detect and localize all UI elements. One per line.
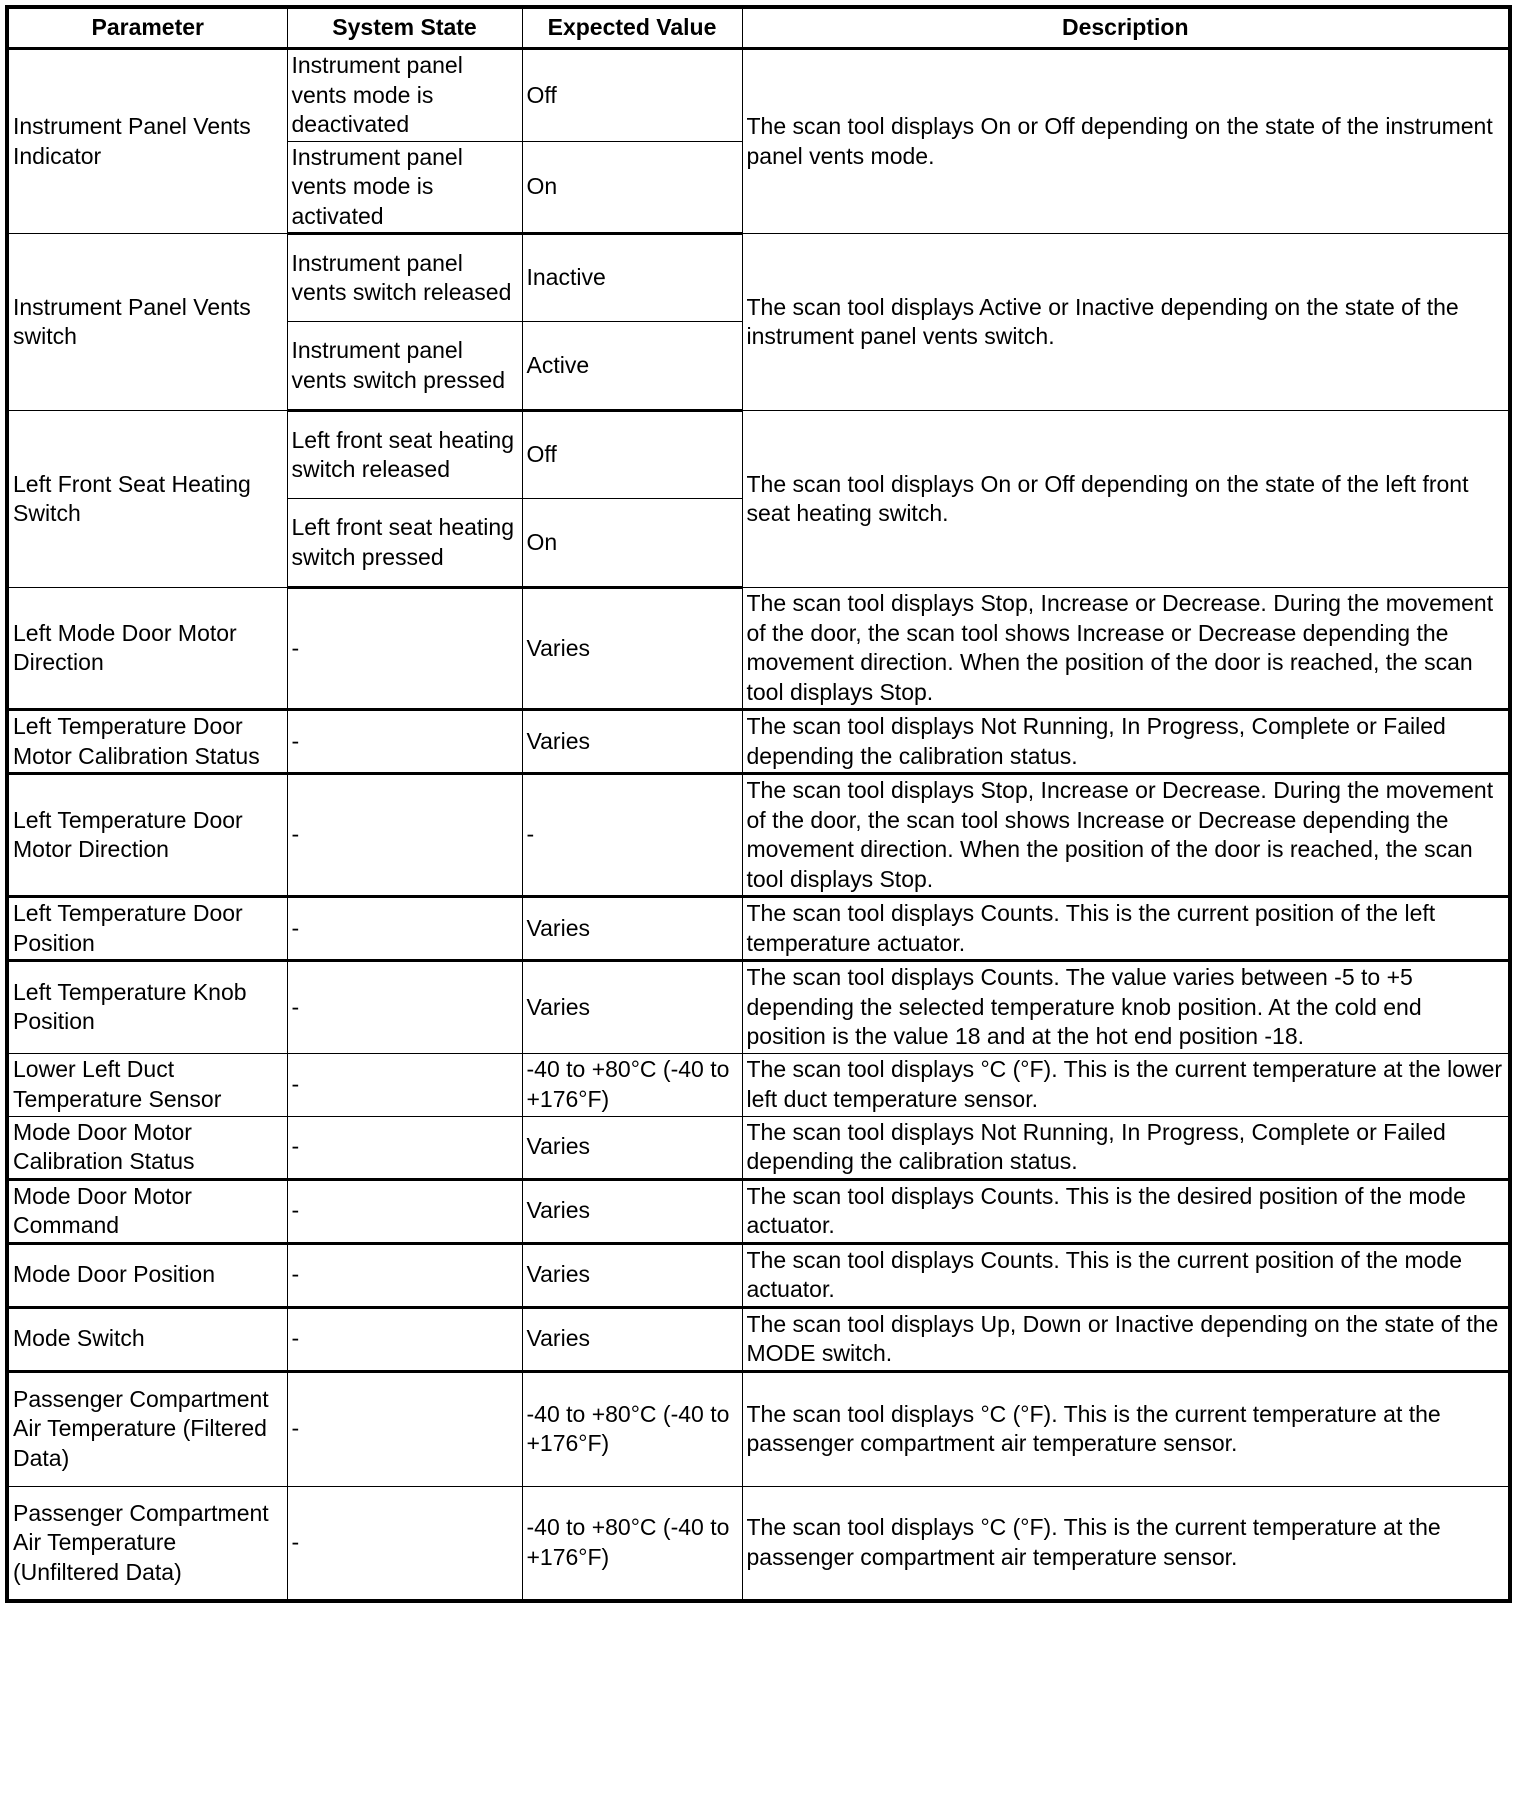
system-state-cell: - bbox=[287, 588, 522, 710]
expected-value-cell: Off bbox=[522, 49, 742, 142]
expected-value-cell: Varies bbox=[522, 961, 742, 1054]
parameter-cell: Passenger Compartment Air Temperature (Unfiltered Data) bbox=[7, 1486, 287, 1601]
parameter-cell: Left Temperature Door Motor Calibration Status bbox=[7, 710, 287, 774]
description-cell: The scan tool displays Active or Inactive depending on the state of the instrument panel vents switch. bbox=[742, 234, 1510, 411]
system-state-cell: - bbox=[287, 897, 522, 961]
expected-value-cell: Varies bbox=[522, 1307, 742, 1371]
system-state-cell: Instrument panel vents mode is activated bbox=[287, 141, 522, 234]
parameter-cell: Mode Door Motor Calibration Status bbox=[7, 1116, 287, 1179]
description-cell: The scan tool displays Stop, Increase or Decrease. During the movement of the door, the scan tool shows Increase or Decrease depending the movement direction. When the position of the door is reached, the scan tool displays Stop. bbox=[742, 588, 1510, 710]
parameter-cell: Mode Door Position bbox=[7, 1243, 287, 1307]
table-row bbox=[7, 588, 1510, 710]
expected-value-cell: Off bbox=[522, 411, 742, 499]
expected-value-cell: - bbox=[522, 774, 742, 897]
expected-value-cell: On bbox=[522, 141, 742, 234]
description-cell: The scan tool displays On or Off depending on the state of the instrument panel vents mode. bbox=[742, 49, 1510, 234]
expected-value-cell: On bbox=[522, 499, 742, 588]
description-cell: The scan tool displays Not Running, In Progress, Complete or Failed depending the calibration status. bbox=[742, 1116, 1510, 1179]
system-state-cell: Left front seat heating switch released bbox=[287, 411, 522, 499]
system-state-cell: Instrument panel vents switch released bbox=[287, 234, 522, 322]
table-row bbox=[7, 49, 1510, 142]
expected-value-cell: Active bbox=[522, 322, 742, 411]
system-state-cell: - bbox=[287, 1243, 522, 1307]
table-row bbox=[7, 710, 1510, 774]
description-cell: The scan tool displays Not Running, In Progress, Complete or Failed depending the calibration status. bbox=[742, 710, 1510, 774]
table-row bbox=[7, 1179, 1510, 1243]
table-row bbox=[7, 774, 1510, 897]
expected-value-cell: Varies bbox=[522, 897, 742, 961]
parameter-cell: Left Temperature Door Motor Direction bbox=[7, 774, 287, 897]
parameter-cell: Mode Door Motor Command bbox=[7, 1179, 287, 1243]
expected-value-cell: -40 to +80°C (-40 to +176°F) bbox=[522, 1486, 742, 1601]
description-cell: The scan tool displays °C (°F). This is the current temperature at the passenger compartment air temperature sensor. bbox=[742, 1486, 1510, 1601]
expected-value-cell: Varies bbox=[522, 710, 742, 774]
description-cell: The scan tool displays Counts. This is the current position of the mode actuator. bbox=[742, 1243, 1510, 1307]
header-system-state: System State bbox=[287, 7, 522, 49]
table-row bbox=[7, 961, 1510, 1054]
description-cell: The scan tool displays Stop, Increase or Decrease. During the movement of the door, the scan tool shows Increase or Decrease depending the movement direction. When the position of the door is reached, the scan tool displays Stop. bbox=[742, 774, 1510, 897]
expected-value-cell: Inactive bbox=[522, 234, 742, 322]
expected-value-cell: -40 to +80°C (-40 to +176°F) bbox=[522, 1371, 742, 1486]
table-row bbox=[7, 1307, 1510, 1371]
table-row bbox=[7, 234, 1510, 322]
expected-value-cell: Varies bbox=[522, 1179, 742, 1243]
description-cell: The scan tool displays Counts. This is the current position of the left temperature actuator. bbox=[742, 897, 1510, 961]
scan-tool-data-table bbox=[5, 5, 1512, 1603]
system-state-cell: - bbox=[287, 1307, 522, 1371]
description-cell: The scan tool displays On or Off depending on the state of the left front seat heating switch. bbox=[742, 411, 1510, 588]
table-row bbox=[7, 1053, 1510, 1116]
parameter-cell: Instrument Panel Vents Indicator bbox=[7, 49, 287, 234]
system-state-cell: Instrument panel vents switch pressed bbox=[287, 322, 522, 411]
description-cell: The scan tool displays Counts. The value varies between -5 to +5 depending the selected temperature knob position. At the cold end position is the value 18 and at the hot end position -18. bbox=[742, 961, 1510, 1054]
parameter-cell: Passenger Compartment Air Temperature (Filtered Data) bbox=[7, 1371, 287, 1486]
parameter-cell: Lower Left Duct Temperature Sensor bbox=[7, 1053, 287, 1116]
table-row bbox=[7, 1243, 1510, 1307]
expected-value-cell: Varies bbox=[522, 1116, 742, 1179]
system-state-cell: - bbox=[287, 1486, 522, 1601]
description-cell: The scan tool displays °C (°F). This is the current temperature at the passenger compartment air temperature sensor. bbox=[742, 1371, 1510, 1486]
parameter-cell: Left Mode Door Motor Direction bbox=[7, 588, 287, 710]
description-cell: The scan tool displays Up, Down or Inactive depending on the state of the MODE switch. bbox=[742, 1307, 1510, 1371]
expected-value-cell: -40 to +80°C (-40 to +176°F) bbox=[522, 1053, 742, 1116]
parameter-cell: Mode Switch bbox=[7, 1307, 287, 1371]
system-state-cell: - bbox=[287, 961, 522, 1054]
system-state-cell: Left front seat heating switch pressed bbox=[287, 499, 522, 588]
table-row bbox=[7, 1486, 1510, 1601]
header-expected-value: Expected Value bbox=[522, 7, 742, 49]
parameter-cell: Left Temperature Door Position bbox=[7, 897, 287, 961]
parameter-cell: Left Temperature Knob Position bbox=[7, 961, 287, 1054]
expected-value-cell: Varies bbox=[522, 588, 742, 710]
expected-value-cell: Varies bbox=[522, 1243, 742, 1307]
parameter-cell: Left Front Seat Heating Switch bbox=[7, 411, 287, 588]
table-row bbox=[7, 897, 1510, 961]
system-state-cell: - bbox=[287, 1116, 522, 1179]
header-parameter: Parameter bbox=[7, 7, 287, 49]
table-row bbox=[7, 1371, 1510, 1486]
system-state-cell: - bbox=[287, 710, 522, 774]
table-row bbox=[7, 411, 1510, 499]
header-row bbox=[7, 7, 1510, 49]
system-state-cell: - bbox=[287, 774, 522, 897]
table-row bbox=[7, 1116, 1510, 1179]
description-cell: The scan tool displays °C (°F). This is the current temperature at the lower left duct temperature sensor. bbox=[742, 1053, 1510, 1116]
system-state-cell: - bbox=[287, 1053, 522, 1116]
header-description: Description bbox=[742, 7, 1510, 49]
system-state-cell: - bbox=[287, 1371, 522, 1486]
description-cell: The scan tool displays Counts. This is the desired position of the mode actuator. bbox=[742, 1179, 1510, 1243]
system-state-cell: Instrument panel vents mode is deactivated bbox=[287, 49, 522, 142]
parameter-cell: Instrument Panel Vents switch bbox=[7, 234, 287, 411]
system-state-cell: - bbox=[287, 1179, 522, 1243]
